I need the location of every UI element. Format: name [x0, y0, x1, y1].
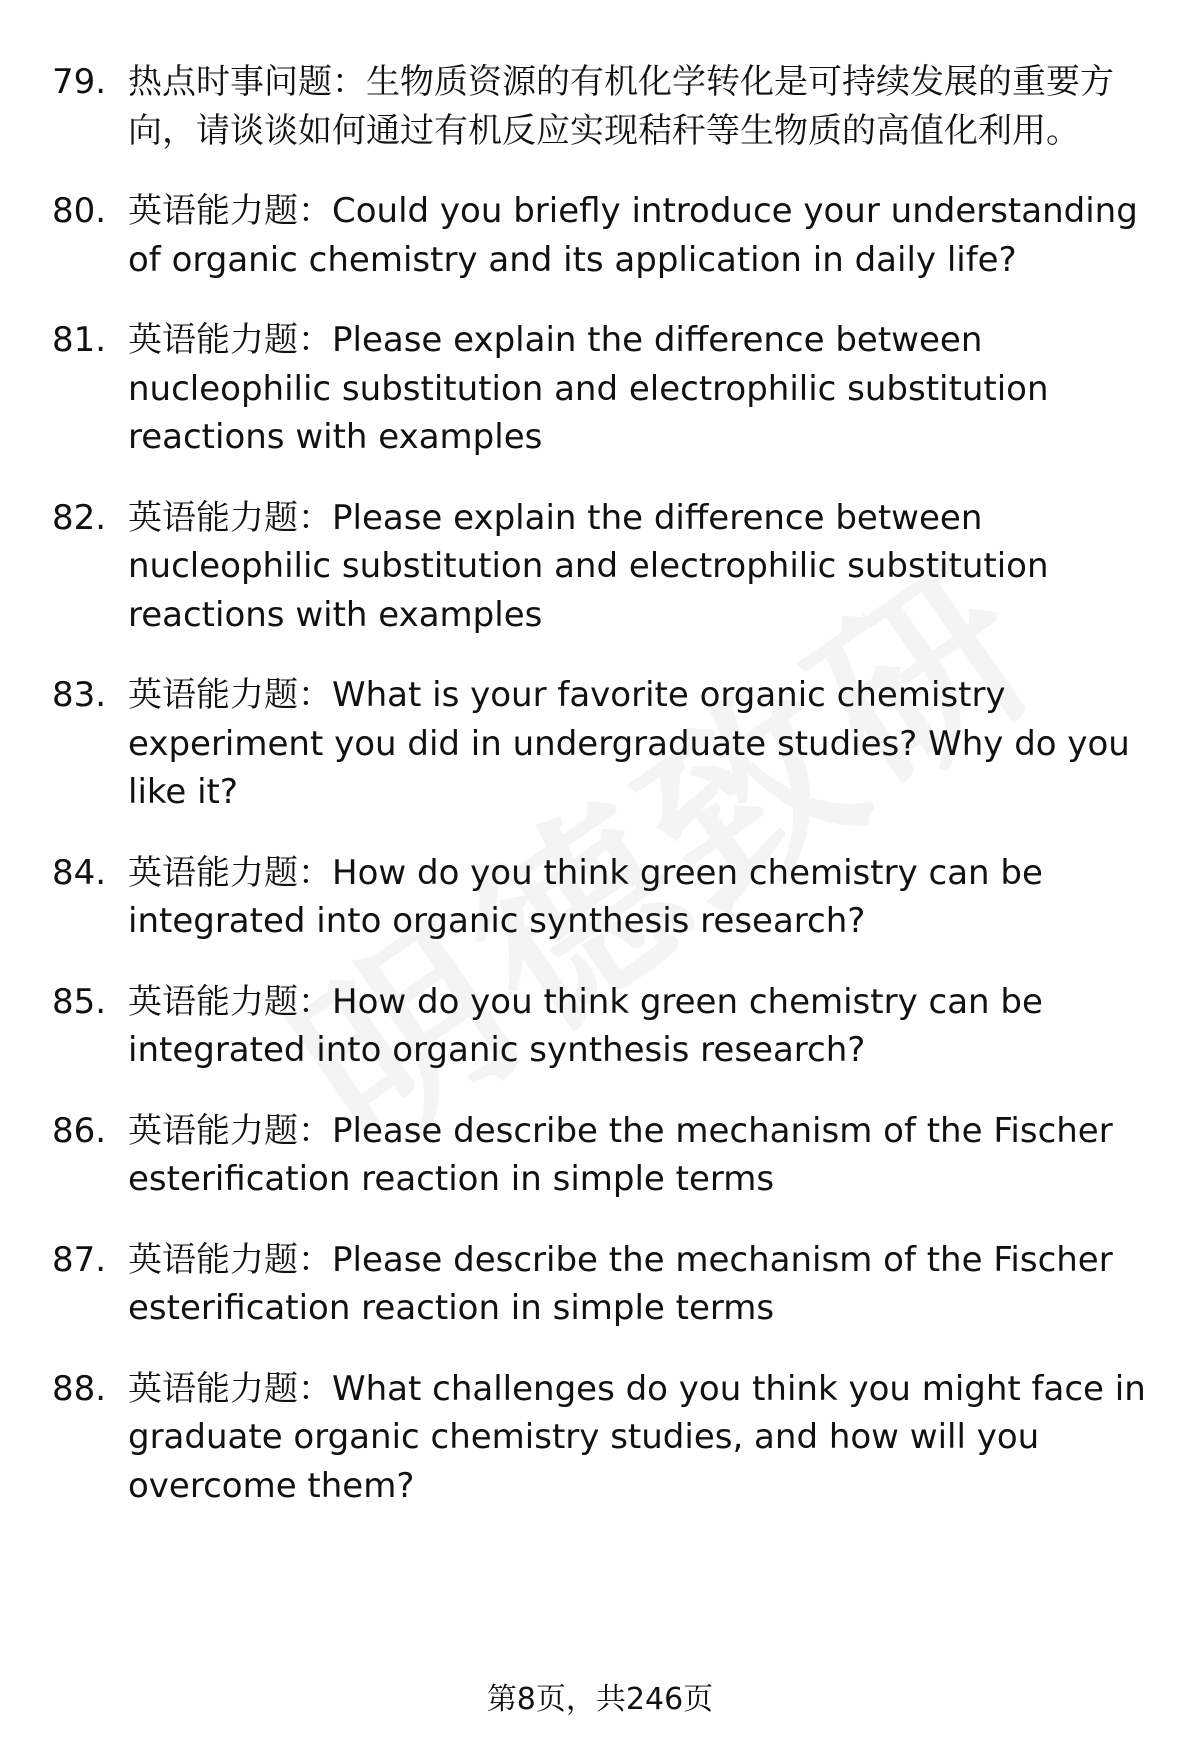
- question-number: 83.: [52, 675, 107, 715]
- question-list: [0, 58, 1200, 1542]
- question-text: 生物质资源的有机化学转化是可持续发展的重要方向，请谈谈如何通过有机反应实现秸秆等生物质的高值化利用。: [128, 62, 1114, 151]
- question-number: 87.: [52, 1239, 107, 1280]
- question-number: 80.: [52, 191, 107, 231]
- question-item: [0, 1107, 1200, 1204]
- question-item: [0, 849, 1200, 946]
- question-category: 热点时事问题：: [128, 62, 366, 102]
- question-number: 88.: [52, 1368, 107, 1409]
- question-category: 英语能力题：: [128, 1110, 332, 1151]
- question-text: Please explain the difference between nucleophilic substitution and electrophilic substitution reactions with examples: [128, 497, 1049, 635]
- question-number: 79.: [52, 62, 107, 102]
- question-category: 英语能力题：: [128, 1368, 332, 1409]
- question-category: 英语能力题：: [128, 191, 332, 231]
- question-text: Could you briefly introduce your understanding of organic chemistry and its application in daily life?: [128, 191, 1138, 280]
- question-category: 英语能力题：: [128, 320, 332, 360]
- question-category: 英语能力题：: [128, 981, 332, 1022]
- question-number: 82.: [52, 497, 107, 538]
- question-text: What challenges do you think you might face in graduate organic chemistry studies, and how will you overcome them?: [128, 1368, 1146, 1506]
- question-number: 86.: [52, 1110, 107, 1151]
- question-category: 英语能力题：: [128, 852, 332, 893]
- question-item: [0, 1236, 1200, 1333]
- question-number: 81.: [52, 320, 107, 360]
- question-text: Please describe the mechanism of the Fischer esterification reaction in simple terms: [128, 1239, 1113, 1328]
- question-item: [0, 494, 1200, 640]
- question-item: [0, 58, 1200, 155]
- question-item: [0, 1365, 1200, 1511]
- question-item: [0, 978, 1200, 1075]
- page-number-footer: 第8页，共246页: [486, 1682, 714, 1717]
- question-text: What is your favorite organic chemistry experiment you did in undergraduate studies? Why do you like it?: [128, 675, 1130, 812]
- question-text: How do you think green chemistry can be integrated into organic synthesis research?: [128, 852, 1043, 941]
- question-text: Please explain the difference between nucleophilic substitution and electrophilic substitution reactions with examples: [128, 320, 1049, 457]
- question-number: 85.: [52, 981, 107, 1022]
- question-category: 英语能力题：: [128, 675, 332, 715]
- question-number: 84.: [52, 852, 107, 893]
- question-item: [0, 671, 1200, 817]
- question-item: [0, 187, 1200, 284]
- question-text: How do you think green chemistry can be integrated into organic synthesis research?: [128, 981, 1043, 1070]
- question-category: 英语能力题：: [128, 497, 332, 538]
- question-text: Please describe the mechanism of the Fischer esterification reaction in simple terms: [128, 1110, 1113, 1199]
- question-category: 英语能力题：: [128, 1239, 332, 1280]
- question-item: [0, 316, 1200, 462]
